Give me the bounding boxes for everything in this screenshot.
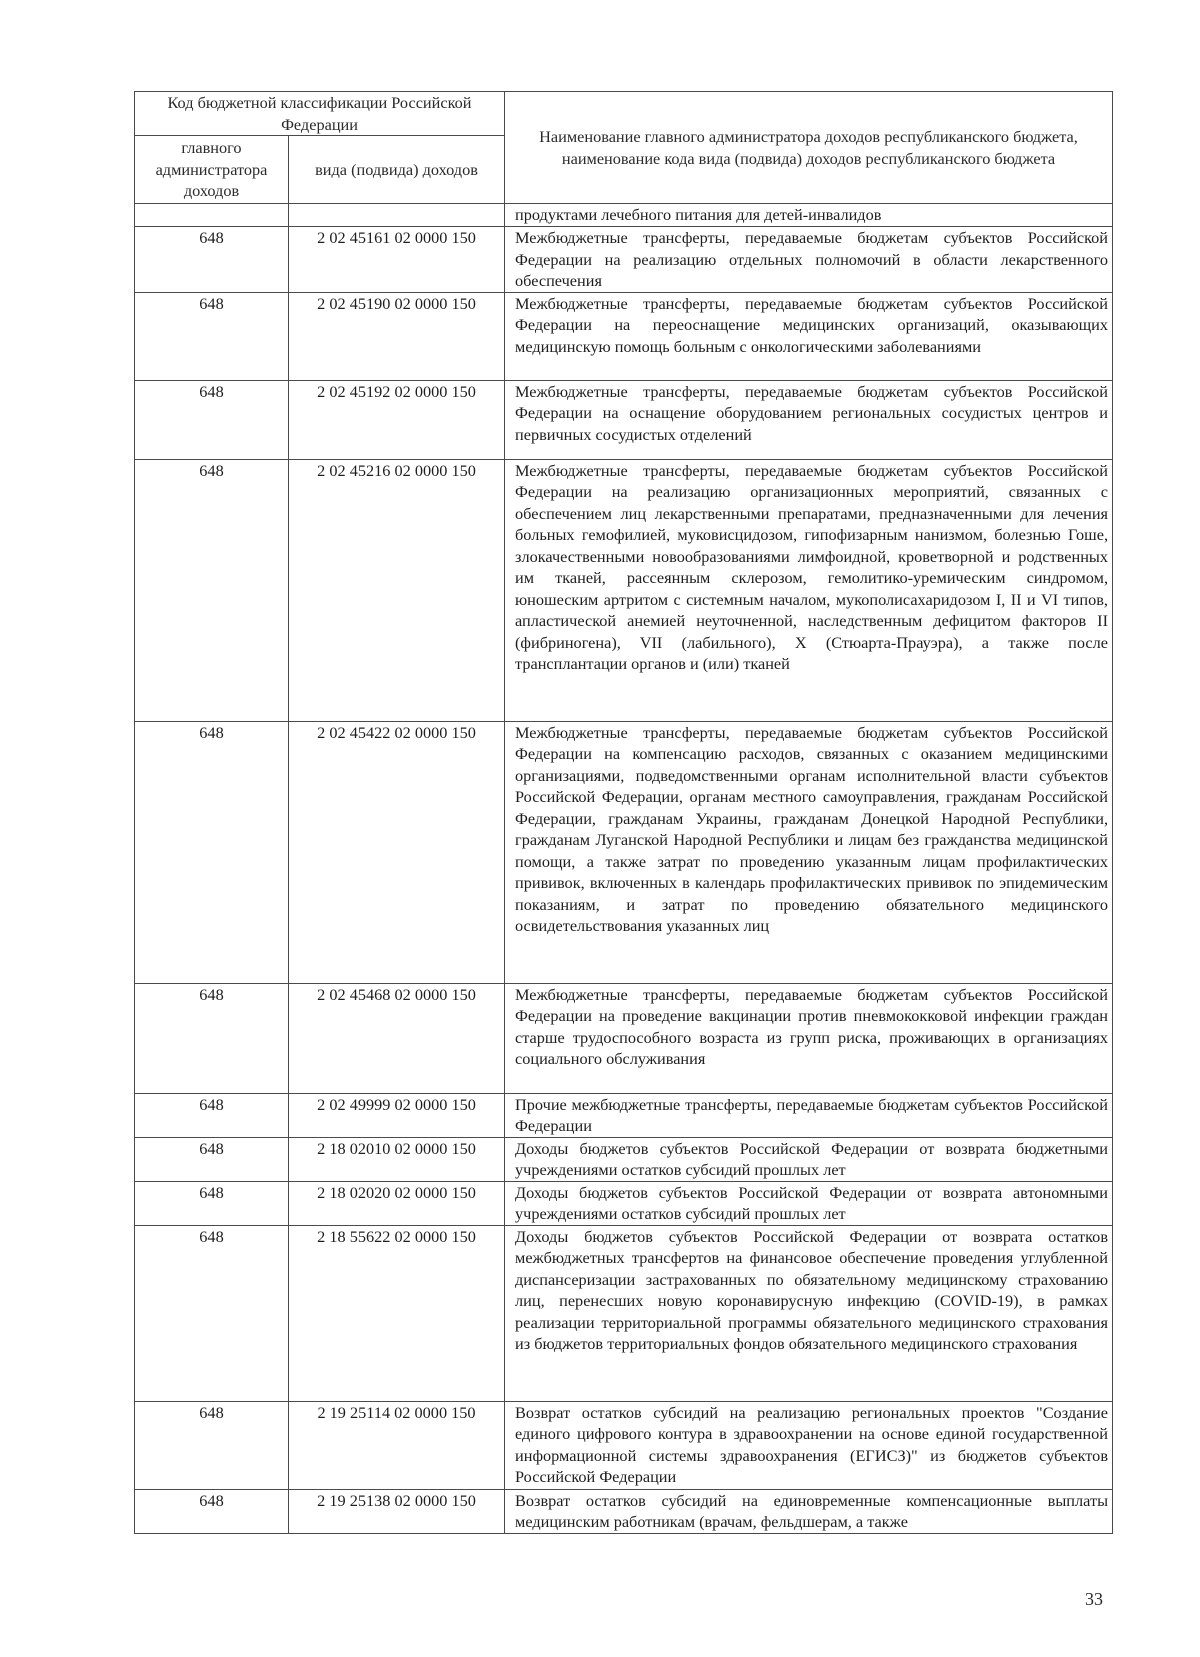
cell-admin-code: 648: [135, 721, 289, 983]
cell-admin-code: 648: [135, 1093, 289, 1137]
cell-income-name: Возврат остатков субсидий на реализацию региональных проектов "Создание единого цифрового контура в здравоохранении на основе единой государственной информационной системы здравоохранения (ЕГИСЗ)" из бюджетов субъектов Российской Федерации: [505, 1401, 1113, 1489]
cell-admin-code: 648: [135, 380, 289, 459]
header-code-column: вида (подвида) доходов: [289, 136, 505, 204]
table-row: [135, 1489, 1113, 1533]
cell-income-code: 2 18 55622 02 0000 150: [289, 1225, 505, 1401]
header-admin-column: главного администратора доходов: [135, 136, 289, 204]
cell-income-code: 2 02 49999 02 0000 150: [289, 1093, 505, 1137]
page-number: 33: [1085, 1589, 1103, 1609]
cell-income-name: Межбюджетные трансферты, передаваемые бюджетам субъектов Российской Федерации на компенсацию расходов, связанных с оказанием медицинскими организациями, подведомственными органам исполнительной власти субъектов Российской Федерации, органам местного самоуправления, гражданам Российской Федерации, гражданам Украины, гражданам Донецкой Народной Республики, гражданам Луганской Народной Республики и лицам без гражданства медицинской помощи, а также затрат по проведению указанным лицам профилактических прививок, включенных в календарь профилактических прививок по эпидемическим показаниям, и затрат по проведению обязательного медицинского освидетельствования указанных лиц: [505, 721, 1113, 983]
cell-income-name: Доходы бюджетов субъектов Российской Федерации от возврата бюджетными учреждениями остатков субсидий прошлых лет: [505, 1137, 1113, 1181]
table-row: [135, 1225, 1113, 1401]
table-row: [135, 292, 1113, 380]
cell-income-name: Прочие межбюджетные трансферты, передаваемые бюджетам субъектов Российской Федерации: [505, 1093, 1113, 1137]
cell-income-code: 2 02 45216 02 0000 150: [289, 459, 505, 721]
cell-admin-code: [135, 204, 289, 227]
table-row: [135, 227, 1113, 293]
cell-admin-code: 648: [135, 983, 289, 1093]
header-name-column: Наименование главного администратора доходов республиканского бюджета, наименование кода вида (подвида) доходов республиканского бюджета: [505, 92, 1113, 204]
cell-admin-code: 648: [135, 227, 289, 293]
cell-income-code: 2 02 45468 02 0000 150: [289, 983, 505, 1093]
budget-classification-table: [134, 91, 1113, 1534]
cell-admin-code: 648: [135, 1401, 289, 1489]
table-row: [135, 1137, 1113, 1181]
cell-income-name: Межбюджетные трансферты, передаваемые бюджетам субъектов Российской Федерации на реализацию отдельных полномочий в области лекарственного обеспечения: [505, 227, 1113, 293]
table-header: [135, 92, 1113, 204]
cell-admin-code: 648: [135, 1225, 289, 1401]
table-row: [135, 1181, 1113, 1225]
table-row: [135, 380, 1113, 459]
header-budget-code-group: Код бюджетной классификации Российской Федерации: [135, 92, 505, 136]
table-row: [135, 459, 1113, 721]
cell-income-code: [289, 204, 505, 227]
table-row: [135, 1401, 1113, 1489]
cell-income-code: 2 19 25114 02 0000 150: [289, 1401, 505, 1489]
table-row: [135, 721, 1113, 983]
cell-admin-code: 648: [135, 459, 289, 721]
cell-income-code: 2 18 02010 02 0000 150: [289, 1137, 505, 1181]
table-row: [135, 1093, 1113, 1137]
cell-income-code: 2 02 45192 02 0000 150: [289, 380, 505, 459]
cell-income-name: Межбюджетные трансферты, передаваемые бюджетам субъектов Российской Федерации на оснащение оборудованием региональных сосудистых центров и первичных сосудистых отделений: [505, 380, 1113, 459]
cell-income-name: Доходы бюджетов субъектов Российской Федерации от возврата остатков межбюджетных трансфертов на финансовое обеспечение проведения углубленной диспансеризации застрахованных по обязательному медицинскому страхованию лиц, перенесших новую коронавирусную инфекцию (COVID-19), в рамках реализации территориальной программы обязательного медицинского страхования из бюджетов территориальных фондов обязательного медицинского страхования: [505, 1225, 1113, 1401]
cell-income-code: 2 02 45190 02 0000 150: [289, 292, 505, 380]
cell-income-name: Возврат остатков субсидий на единовременные компенсационные выплаты медицинским работникам (врачам, фельдшерам, а также: [505, 1489, 1113, 1533]
table-row: [135, 204, 1113, 227]
cell-income-name: Межбюджетные трансферты, передаваемые бюджетам субъектов Российской Федерации на реализацию организационных мероприятий, связанных с обеспечением лиц лекарственными препаратами, предназначенными для лечения больных гемофилией, муковисцидозом, гипофизарным нанизмом, болезнью Гоше, злокачественными новообразованиями лимфоидной, кроветворной и родственных им тканей, рассеянным склерозом, гемолитико-уремическим синдромом, юношеским артритом с системным началом, мукополисахаридозом I, II и VI типов, апластической анемией неуточненной, наследственным дефицитом факторов II (фибриногена), VII (лабильного), X (Стюарта-Прауэра), а также после трансплантации органов и (или) тканей: [505, 459, 1113, 721]
table-row: [135, 983, 1113, 1093]
cell-income-code: 2 18 02020 02 0000 150: [289, 1181, 505, 1225]
cell-admin-code: 648: [135, 1137, 289, 1181]
cell-admin-code: 648: [135, 292, 289, 380]
cell-income-name: Доходы бюджетов субъектов Российской Федерации от возврата автономными учреждениями остатков субсидий прошлых лет: [505, 1181, 1113, 1225]
cell-income-code: 2 02 45161 02 0000 150: [289, 227, 505, 293]
cell-income-code: 2 02 45422 02 0000 150: [289, 721, 505, 983]
cell-income-code: 2 19 25138 02 0000 150: [289, 1489, 505, 1533]
cell-admin-code: 648: [135, 1489, 289, 1533]
cell-income-name: Межбюджетные трансферты, передаваемые бюджетам субъектов Российской Федерации на переоснащение медицинских организаций, оказывающих медицинскую помощь больным с онкологическими заболеваниями: [505, 292, 1113, 380]
cell-income-name: Межбюджетные трансферты, передаваемые бюджетам субъектов Российской Федерации на проведение вакцинации против пневмококковой инфекции граждан старше трудоспособного возраста из групп риска, проживающих в организациях социального обслуживания: [505, 983, 1113, 1093]
cell-admin-code: 648: [135, 1181, 289, 1225]
cell-income-name: продуктами лечебного питания для детей-инвалидов: [505, 204, 1113, 227]
table-body: [135, 204, 1113, 1534]
